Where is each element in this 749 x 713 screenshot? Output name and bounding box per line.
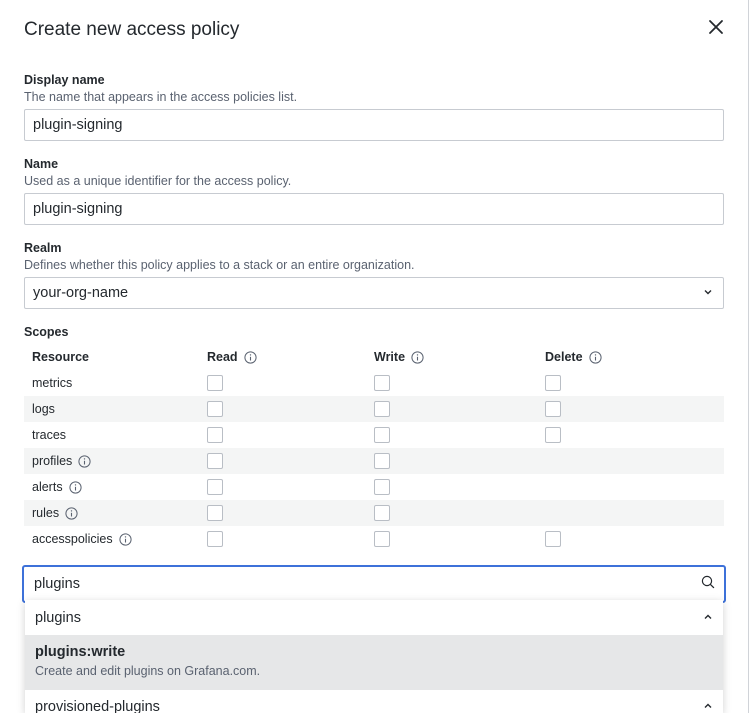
- read-cell: [207, 422, 223, 448]
- scopes-table: [24, 344, 724, 552]
- read-checkbox-accesspolicies[interactable]: [207, 531, 223, 547]
- scope-row-traces: [24, 422, 724, 448]
- write-checkbox-rules[interactable]: [374, 505, 390, 521]
- read-header-label: Read: [207, 350, 238, 364]
- resource-label: alerts: [32, 480, 63, 494]
- info-icon[interactable]: [69, 481, 82, 494]
- option-group-plugins[interactable]: [25, 600, 723, 635]
- resource-column-header: Resource: [32, 350, 89, 364]
- info-icon[interactable]: [78, 455, 91, 468]
- resource-cell: [32, 448, 91, 474]
- write-cell: [374, 474, 390, 500]
- display-name-description: The name that appears in the access policies list.: [24, 90, 298, 104]
- scope-search-input[interactable]: [34, 576, 654, 592]
- option-group-provisioned-plugins[interactable]: [25, 690, 723, 713]
- info-icon[interactable]: [411, 351, 424, 364]
- realm-label: Realm: [24, 241, 62, 255]
- write-checkbox-accesspolicies[interactable]: [374, 531, 390, 547]
- info-icon[interactable]: [119, 533, 132, 546]
- write-cell: [374, 396, 390, 422]
- delete-column-header: [545, 344, 602, 370]
- read-checkbox-traces[interactable]: [207, 427, 223, 443]
- scope-row-rules: [24, 500, 724, 526]
- read-cell: [207, 396, 223, 422]
- scopes-header-row: [24, 344, 724, 370]
- read-cell: [207, 526, 223, 552]
- read-checkbox-rules[interactable]: [207, 505, 223, 521]
- delete-checkbox-metrics[interactable]: [545, 375, 561, 391]
- resource-label: logs: [32, 402, 55, 416]
- write-cell: [374, 422, 390, 448]
- write-column-header: [374, 344, 424, 370]
- write-cell: [374, 448, 390, 474]
- info-icon[interactable]: [65, 507, 78, 520]
- resource-cell: [32, 526, 132, 552]
- write-checkbox-alerts[interactable]: [374, 479, 390, 495]
- resource-cell: [32, 396, 55, 422]
- name-description: Used as a unique identifier for the access policy.: [24, 174, 292, 188]
- write-cell: [374, 500, 390, 526]
- chevron-up-icon: [703, 699, 713, 713]
- resource-label: metrics: [32, 376, 73, 390]
- chevron-up-icon: [703, 610, 713, 626]
- realm-selected-value: your-org-name: [33, 285, 129, 301]
- write-cell: [374, 370, 390, 396]
- display-name-input[interactable]: [24, 109, 724, 141]
- scope-row-accesspolicies: [24, 526, 724, 552]
- read-cell: [207, 448, 223, 474]
- dialog-title: Create new access policy: [24, 19, 240, 40]
- read-cell: [207, 474, 223, 500]
- info-icon[interactable]: [589, 351, 602, 364]
- read-cell: [207, 370, 223, 396]
- read-checkbox-logs[interactable]: [207, 401, 223, 417]
- write-checkbox-metrics[interactable]: [374, 375, 390, 391]
- option-description: Create and edit plugins on Grafana.com.: [35, 664, 261, 678]
- chevron-down-icon: [703, 285, 713, 301]
- delete-checkbox-logs[interactable]: [545, 401, 561, 417]
- resource-label: accesspolicies: [32, 532, 113, 546]
- resource-label: traces: [32, 428, 67, 442]
- resource-label: rules: [32, 506, 60, 520]
- close-icon: [708, 19, 724, 40]
- read-column-header: [207, 344, 257, 370]
- scope-row-profiles: [24, 448, 724, 474]
- scopes-label: Scopes: [24, 325, 69, 339]
- group-label: provisioned-plugins: [35, 699, 160, 713]
- resource-cell: [32, 474, 82, 500]
- read-cell: [207, 500, 223, 526]
- option-plugins-write[interactable]: [25, 635, 723, 690]
- scope-options-dropdown: [25, 600, 723, 713]
- scope-row-metrics: [24, 370, 724, 396]
- delete-cell: [545, 370, 561, 396]
- delete-checkbox-accesspolicies[interactable]: [545, 531, 561, 547]
- scope-search-combobox[interactable]: [22, 565, 726, 603]
- realm-description: Defines whether this policy applies to a stack or an entire organization.: [24, 258, 415, 272]
- resource-cell: [32, 370, 72, 396]
- close-button[interactable]: [704, 17, 728, 41]
- write-checkbox-profiles[interactable]: [374, 453, 390, 469]
- delete-cell: [545, 422, 561, 448]
- delete-cell: [545, 396, 561, 422]
- scope-row-logs: [24, 396, 724, 422]
- group-label: plugins: [35, 609, 81, 626]
- write-checkbox-logs[interactable]: [374, 401, 390, 417]
- scopes-rows: [24, 370, 724, 552]
- info-icon[interactable]: [244, 351, 257, 364]
- scope-row-alerts: [24, 474, 724, 500]
- write-cell: [374, 526, 390, 552]
- delete-header-label: Delete: [545, 350, 583, 364]
- delete-cell: [545, 526, 561, 552]
- search-icon: [701, 575, 715, 594]
- display-name-label: Display name: [24, 73, 105, 87]
- resource-cell: [32, 422, 66, 448]
- name-input[interactable]: [24, 193, 724, 225]
- delete-checkbox-traces[interactable]: [545, 427, 561, 443]
- realm-select[interactable]: [24, 277, 724, 309]
- read-checkbox-profiles[interactable]: [207, 453, 223, 469]
- read-checkbox-alerts[interactable]: [207, 479, 223, 495]
- name-label: Name: [24, 157, 59, 171]
- read-checkbox-metrics[interactable]: [207, 375, 223, 391]
- write-header-label: Write: [374, 350, 406, 364]
- resource-label: profiles: [32, 454, 73, 468]
- option-title: plugins:write: [35, 644, 126, 660]
- resource-cell: [32, 500, 78, 526]
- write-checkbox-traces[interactable]: [374, 427, 390, 443]
